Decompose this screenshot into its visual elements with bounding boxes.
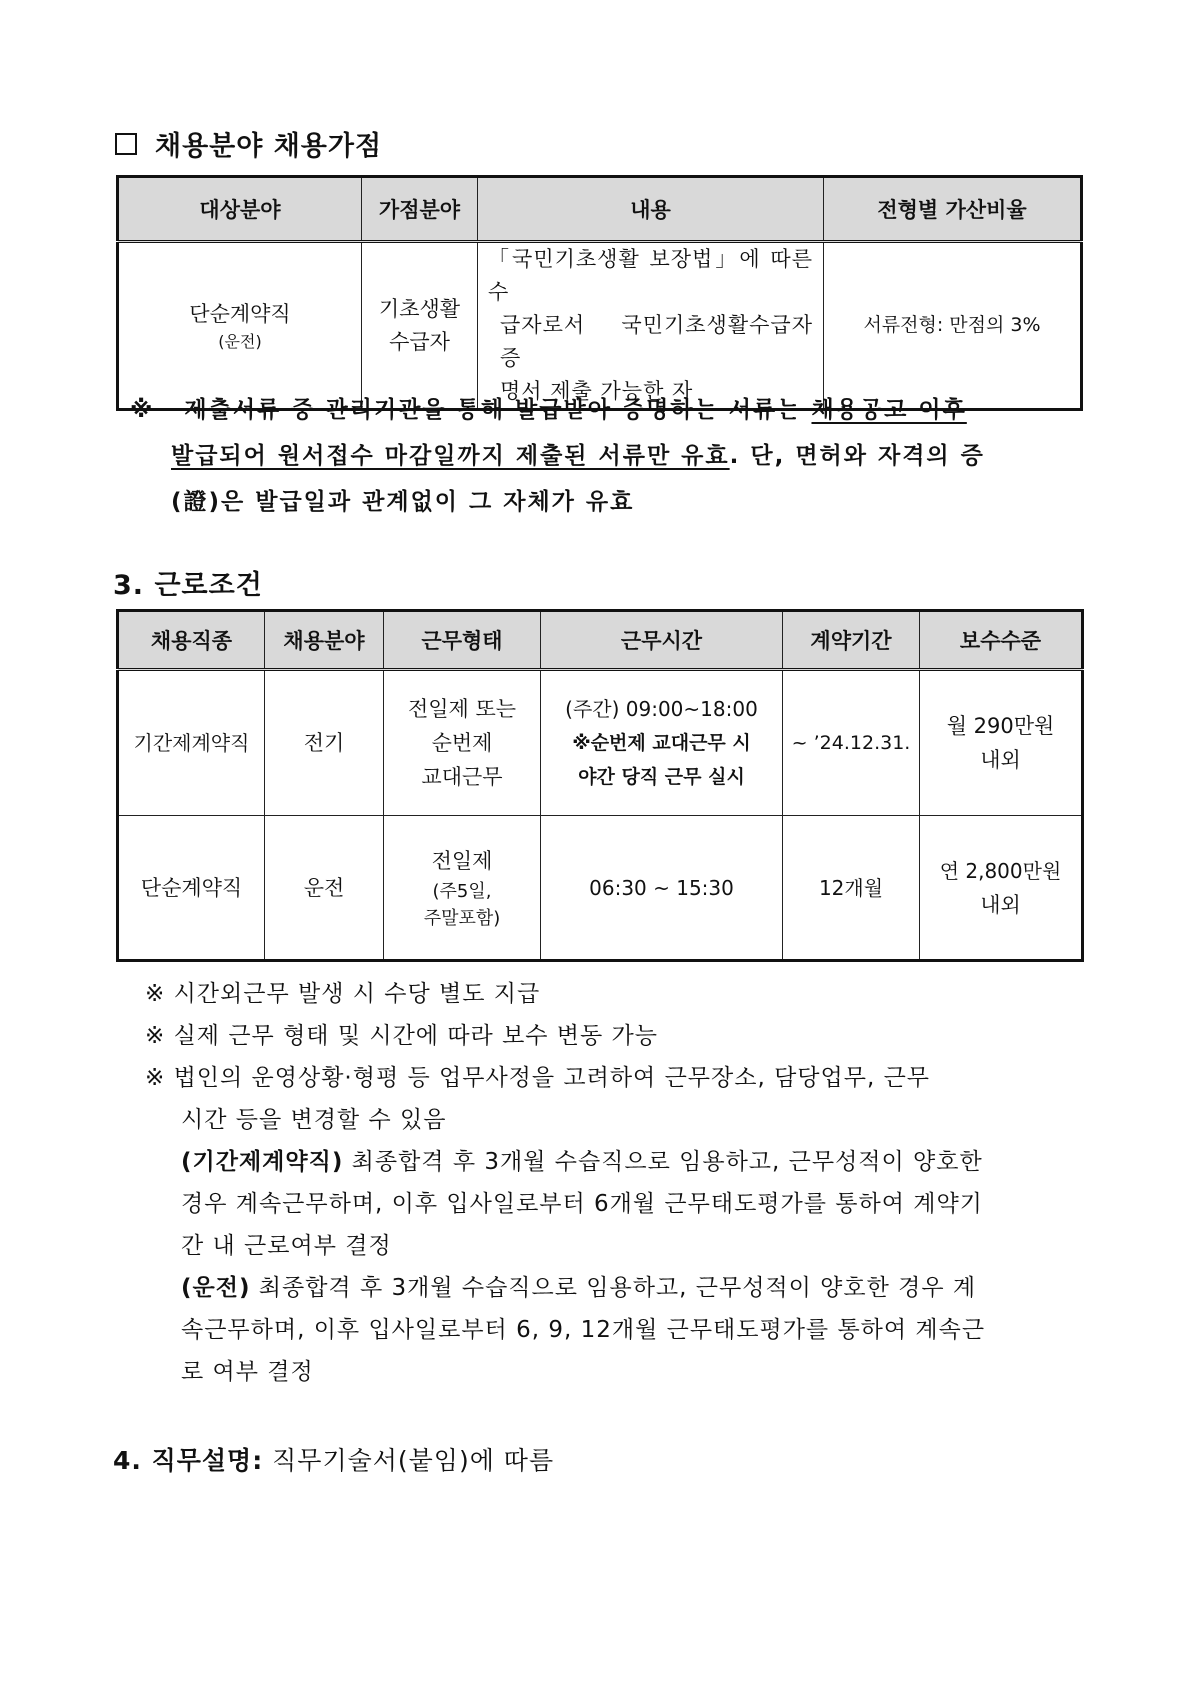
- bonus-field-line: 기초생활: [378, 296, 461, 321]
- section4-title: 4. 직무설명:: [113, 1446, 264, 1475]
- work-hours-line: (주간) 09:00~18:00: [565, 697, 758, 721]
- table-row: [118, 242, 1082, 410]
- contract-period-cell: ~ ’24.12.31.: [783, 670, 920, 816]
- work-form-line: 전일제: [431, 848, 493, 873]
- content-line: 명서 제출 가능한 자: [500, 379, 694, 403]
- note-line: 간 내 근로여부 결정: [181, 1233, 392, 1259]
- target-field-sub: (운전): [218, 332, 262, 351]
- section4-text: 직무기술서(붙임)에 따름: [263, 1446, 555, 1475]
- section-bonus-title: 채용분야 채용가점: [155, 131, 383, 162]
- work-conditions-table: [116, 609, 1084, 962]
- table-header-row: [118, 177, 1082, 242]
- work-form-cell: [384, 816, 541, 961]
- col-header: 근무형태: [384, 611, 541, 670]
- content-line: 급자로서 국민기초생활수급자 증: [500, 313, 813, 370]
- target-field: 단순계약직: [189, 302, 291, 326]
- note-mark: ※: [130, 397, 155, 423]
- section4-heading: [113, 1441, 554, 1477]
- note-line: (證)은 발급일과 관계없이 그 자체가 유효: [171, 489, 635, 515]
- table-row: [118, 816, 1083, 961]
- work-form-cell: [384, 670, 541, 816]
- ratio-cell: 서류전형: 만점의 3%: [824, 242, 1082, 410]
- col-header: 보수수준: [920, 611, 1083, 670]
- checkbox-icon: [115, 133, 137, 155]
- note-underlined: 채용공고 이후: [811, 397, 967, 423]
- col-header: 내용: [478, 177, 824, 242]
- note-line: ※ 시간외근무 발생 시 수당 별도 지급: [145, 981, 541, 1007]
- work-form-line: 교대근무: [421, 765, 503, 789]
- pay-line: 내외: [980, 748, 1021, 772]
- pay-cell: [920, 816, 1083, 961]
- target-field-cell: [118, 242, 362, 410]
- col-header: 근무시간: [541, 611, 783, 670]
- pay-line: 내외: [980, 892, 1021, 917]
- work-hours-cell: 06:30 ~ 15:30: [541, 816, 783, 961]
- note-text: 제출서류 중 관리기관을 통해 발급받아 증명하는 서류는: [184, 397, 812, 423]
- note-line: 로 여부 결정: [181, 1359, 314, 1385]
- pay-cell: [920, 670, 1083, 816]
- job-type-cell: 단순계약직: [118, 816, 265, 961]
- note-line: ※ 실제 근무 형태 및 시간에 따라 보수 변동 가능: [145, 1023, 658, 1049]
- note-line: [130, 433, 1085, 479]
- note-line: [130, 387, 1085, 433]
- col-header: 대상분야: [118, 177, 362, 242]
- note-underlined: 발급되어 원서접수 마감일까지 제출된 서류만 유효: [171, 443, 730, 469]
- work-form-line: 주말포함): [423, 907, 501, 929]
- table-row: [118, 670, 1083, 816]
- note-line: [145, 1141, 1085, 1183]
- bonus-field-line: 수급자: [389, 329, 450, 354]
- note-text: 최종합격 후 3개월 수습직으로 임용하고, 근무성적이 양호한: [343, 1149, 983, 1175]
- section-bonus-heading: [115, 124, 382, 163]
- col-header: 전형별 가산비율: [824, 177, 1082, 242]
- submission-note: [130, 387, 1085, 525]
- note-line: [145, 1267, 1085, 1309]
- section3-heading: 3. 근로조건: [113, 570, 263, 601]
- work-hours-cell: [541, 670, 783, 816]
- work-form-line: 전일제 또는: [407, 697, 517, 721]
- bonus-field-cell: [362, 242, 478, 410]
- contract-type-label: (운전): [181, 1275, 251, 1301]
- content-line: 「국민기초생활 보장법」에 따른 수: [488, 247, 813, 304]
- note-text: 최종합격 후 3개월 수습직으로 임용하고, 근무성적이 양호한 경우 계: [250, 1275, 977, 1301]
- note-text: . 단, 면허와 자격의 증: [729, 443, 985, 469]
- note-line: 경우 계속근무하며, 이후 입사일로부터 6개월 근무태도평가를 통하여 계약기: [181, 1191, 983, 1217]
- contract-type-label: (기간제계약직): [181, 1149, 344, 1175]
- note-line: 속근무하며, 이후 입사일로부터 6, 9, 12개월 근무태도평가를 통하여 계속근: [181, 1317, 986, 1343]
- col-header: 채용직종: [118, 611, 265, 670]
- pay-line: 연 2,800만원: [939, 858, 1062, 883]
- col-header: 채용분야: [265, 611, 384, 670]
- table-header-row: [118, 611, 1083, 670]
- job-field-cell: 전기: [265, 670, 384, 816]
- col-header: 계약기간: [783, 611, 920, 670]
- note-line: 시간 등을 변경할 수 있음: [181, 1107, 447, 1133]
- col-header: 가점분야: [362, 177, 478, 242]
- note-line: ※ 법인의 운영상황·형평 등 업무사정을 고려하여 근무장소, 담당업무, 근무: [145, 1065, 931, 1091]
- work-conditions-notes: [145, 973, 1085, 1393]
- job-field-cell: 운전: [265, 816, 384, 961]
- bonus-table: [116, 175, 1083, 411]
- work-hours-line: 야간 당직 근무 실시: [578, 766, 745, 788]
- work-form-line: (주5일,: [432, 880, 492, 902]
- work-hours-line: ※순번제 교대근무 시: [572, 732, 751, 754]
- pay-line: 월 290만원: [946, 714, 1055, 738]
- job-type-cell: 기간제계약직: [118, 670, 265, 816]
- work-form-line: 순번제: [431, 731, 493, 755]
- contract-period-cell: 12개월: [783, 816, 920, 961]
- content-cell: [478, 242, 824, 410]
